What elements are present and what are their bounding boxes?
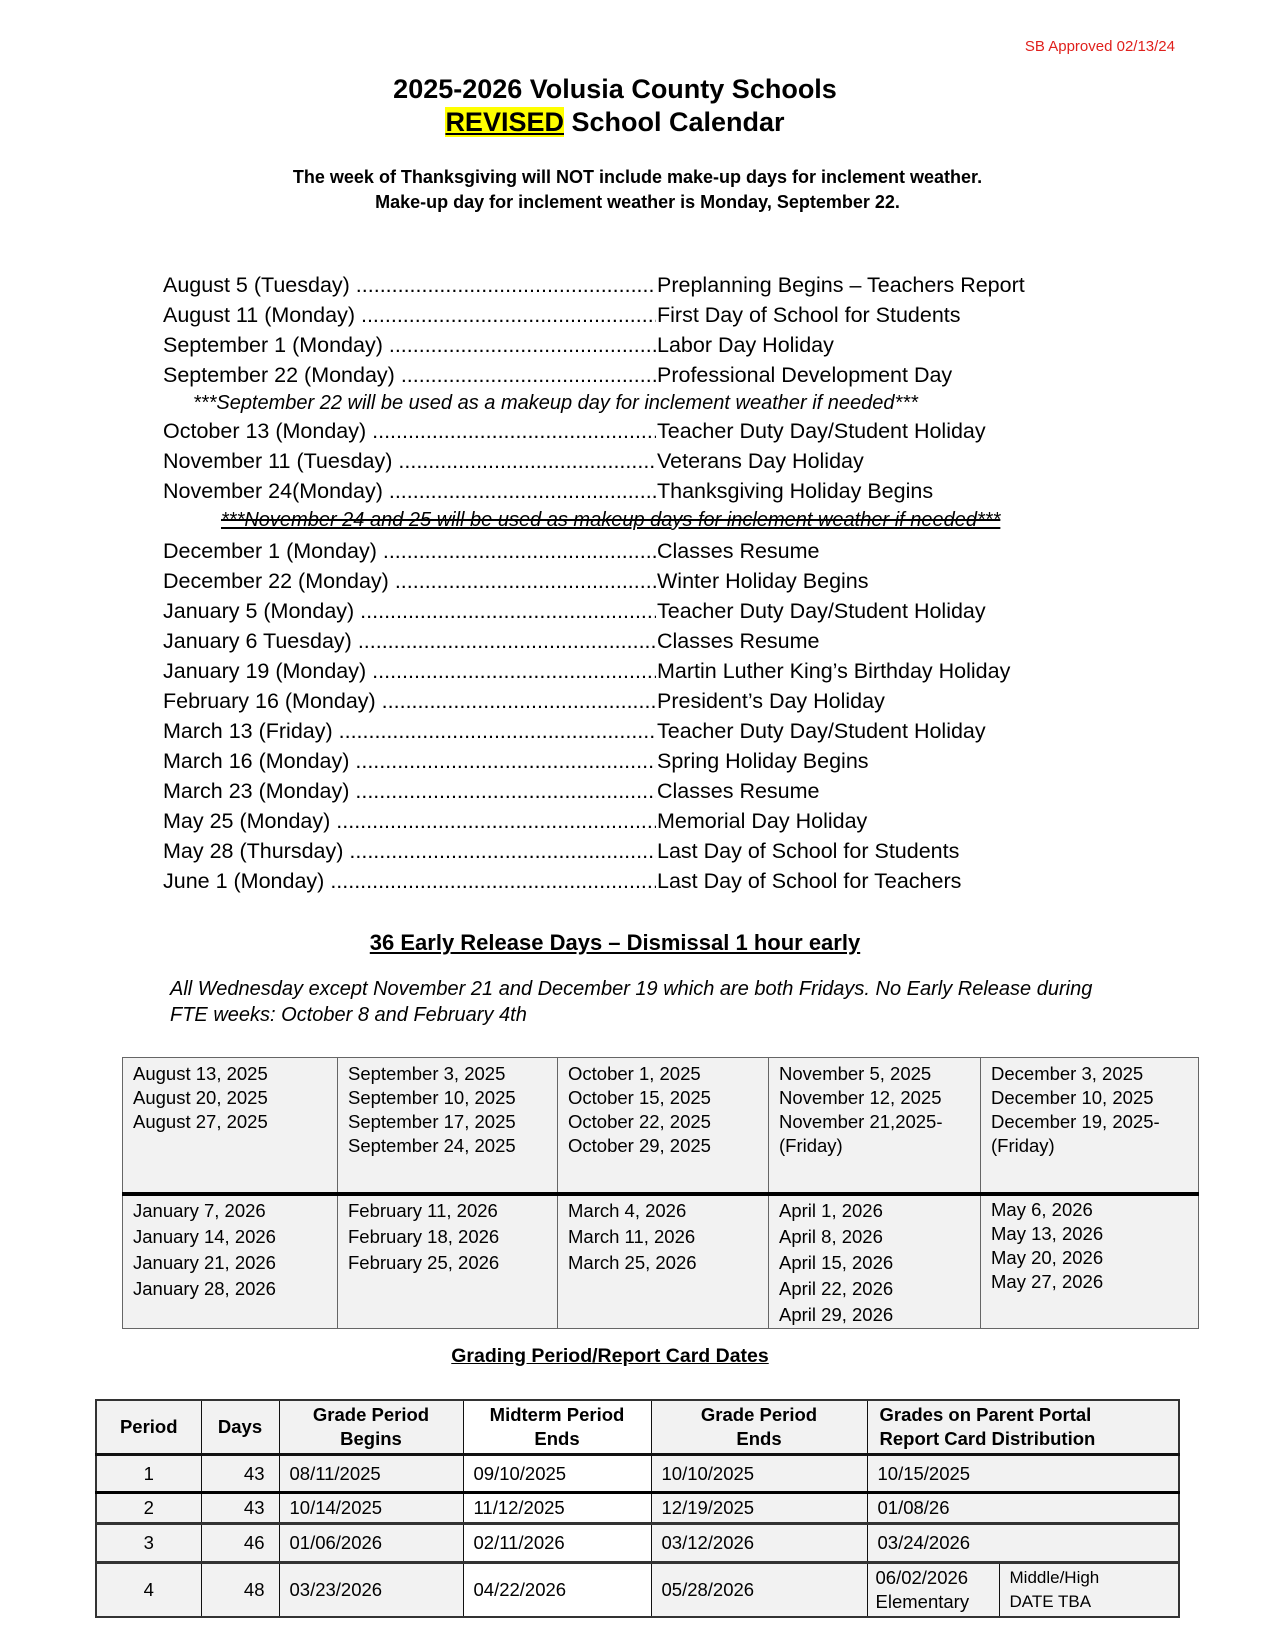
- cell-ends: 12/19/2025: [651, 1493, 867, 1524]
- event-date: December 1 (Monday): [163, 539, 377, 563]
- event-date: January 19 (Monday): [163, 659, 367, 683]
- header-parent-portal: Grades on Parent Portal Report Card Distribution: [867, 1400, 1179, 1455]
- grading-row: [96, 1455, 1179, 1493]
- header-period: Period: [96, 1400, 201, 1455]
- event-description: Veterans Day Holiday: [656, 446, 864, 476]
- cell-period: 2: [96, 1493, 201, 1524]
- portal-middle-high: Middle/High DATE TBA: [1009, 1568, 1100, 1611]
- cell-period: 3: [96, 1524, 201, 1563]
- event-date: October 13 (Monday): [163, 419, 367, 443]
- early-release-heading: 36 Early Release Days – Dismissal 1 hour early: [369, 930, 861, 955]
- early-release-cell-august: August 13, 2025 August 20, 2025 August 27, 2025: [123, 1058, 338, 1195]
- revised-highlight: REVISED: [445, 107, 564, 137]
- early-release-description: All Wednesday except November 21 and December 19 which are both Fridays. No Early Release during FTE weeks: October 8 and February 4th: [170, 978, 1093, 1026]
- cell-portal-split: [867, 1563, 1179, 1618]
- approval-stamp: SB Approved 02/13/24: [1024, 38, 1175, 55]
- cell-ends: 05/28/2026: [651, 1563, 867, 1618]
- event-row: [163, 360, 1123, 390]
- event-date: March 16 (Monday): [163, 749, 350, 773]
- event-description: Preplanning Begins – Teachers Report: [656, 270, 1025, 300]
- early-release-cell-october: October 1, 2025 October 15, 2025 October 22, 2025 October 29, 2025: [558, 1058, 769, 1195]
- cell-begins: 08/11/2025: [279, 1455, 463, 1493]
- cell-portal: 10/15/2025: [867, 1455, 1179, 1493]
- event-description: Teacher Duty Day/Student Holiday: [656, 596, 986, 626]
- early-release-row-fall: [123, 1058, 1199, 1195]
- event-description: Winter Holiday Begins: [656, 566, 869, 596]
- event-date: March 13 (Friday): [163, 719, 333, 743]
- early-release-cell-may: May 6, 2026 May 13, 2026 May 20, 2026 May 27, 2026: [981, 1194, 1199, 1329]
- early-release-cell-january: January 7, 2026 January 14, 2026 January 21, 2026 January 28, 2026: [123, 1194, 338, 1329]
- cell-midterm: 02/11/2026: [463, 1524, 651, 1563]
- event-description: Teacher Duty Day/Student Holiday: [656, 416, 986, 446]
- cell-period: 4: [96, 1563, 201, 1618]
- header-days: Days: [201, 1400, 279, 1455]
- grading-row: [96, 1563, 1179, 1618]
- event-date: November 24(Monday): [163, 479, 383, 503]
- event-row: [163, 300, 1123, 330]
- portal-elementary: 06/02/2026 Elementary: [868, 1564, 1000, 1616]
- event-row: [163, 446, 1123, 476]
- event-date: February 16 (Monday): [163, 689, 376, 713]
- cell-portal: 01/08/26: [867, 1493, 1179, 1524]
- early-release-cell-february: February 11, 2026 February 18, 2026 February 25, 2026: [338, 1194, 558, 1329]
- sep22-makeup-note: ***September 22 will be used as a makeup day for inclement weather if needed***: [193, 392, 918, 414]
- grading-row: [96, 1524, 1179, 1563]
- early-release-cell-september: September 3, 2025 September 10, 2025 September 17, 2025 September 24, 2025: [338, 1058, 558, 1195]
- event-description: Classes Resume: [656, 536, 820, 566]
- event-date: March 23 (Monday): [163, 779, 350, 803]
- event-row: [163, 596, 1123, 626]
- cell-days: 46: [201, 1524, 279, 1563]
- event-description: Last Day of School for Students: [656, 836, 959, 866]
- cell-begins: 01/06/2026: [279, 1524, 463, 1563]
- event-description: Professional Development Day: [656, 360, 952, 390]
- grading-row: [96, 1493, 1179, 1524]
- cell-days: 43: [201, 1455, 279, 1493]
- grading-header-row: [96, 1400, 1179, 1455]
- event-date: September 1 (Monday): [163, 333, 383, 357]
- event-description: Teacher Duty Day/Student Holiday: [656, 716, 986, 746]
- cell-begins: 10/14/2025: [279, 1493, 463, 1524]
- event-row: [163, 776, 1123, 806]
- early-release-cell-march: March 4, 2026 March 11, 2026 March 25, 2026: [558, 1194, 769, 1329]
- cell-begins: 03/23/2026: [279, 1563, 463, 1618]
- subtitle-text: School Calendar: [563, 107, 785, 137]
- cell-ends: 03/12/2026: [651, 1524, 867, 1563]
- event-description: President’s Day Holiday: [656, 686, 885, 716]
- event-row: [163, 536, 1123, 566]
- nov24-makeup-note-struck: ***November 24 and 25 will be used as makeup days for inclement weather if needed***: [221, 509, 1001, 531]
- event-date: January 6 Tuesday): [163, 629, 352, 653]
- grading-period-table: [95, 1399, 1180, 1618]
- event-description: First Day of School for Students: [656, 300, 961, 330]
- event-row: [163, 566, 1123, 596]
- event-description: Last Day of School for Teachers: [656, 866, 961, 896]
- event-description: Martin Luther King’s Birthday Holiday: [656, 656, 1010, 686]
- cell-midterm: 11/12/2025: [463, 1493, 651, 1524]
- header-midterm-period-ends: Midterm Period Ends: [463, 1400, 651, 1455]
- event-row: [163, 330, 1123, 360]
- cell-ends: 10/10/2025: [651, 1455, 867, 1493]
- cell-days: 48: [201, 1563, 279, 1618]
- event-date: December 22 (Monday): [163, 569, 389, 593]
- event-description: Classes Resume: [656, 626, 820, 656]
- event-description: Classes Resume: [656, 776, 820, 806]
- event-date: June 1 (Monday): [163, 869, 325, 893]
- event-date: November 11 (Tuesday): [163, 449, 393, 473]
- event-row: [163, 716, 1123, 746]
- event-date: August 11 (Monday): [163, 303, 356, 327]
- event-description: Memorial Day Holiday: [656, 806, 867, 836]
- event-date: May 28 (Thursday): [163, 839, 344, 863]
- event-row: [163, 656, 1123, 686]
- event-date: May 25 (Monday): [163, 809, 331, 833]
- cell-midterm: 04/22/2026: [463, 1563, 651, 1618]
- early-release-cell-november: November 5, 2025 November 12, 2025 November 21,2025- (Friday): [769, 1058, 981, 1195]
- makeup-day-notice: Make-up day for inclement weather is Monday, September 22.: [375, 192, 900, 212]
- event-description: Thanksgiving Holiday Begins: [656, 476, 933, 506]
- page-title: 2025-2026 Volusia County Schools: [393, 74, 837, 104]
- event-date: January 5 (Monday): [163, 599, 355, 623]
- event-row: [163, 836, 1123, 866]
- cell-period: 1: [96, 1455, 201, 1493]
- event-row: [163, 686, 1123, 716]
- event-row: [163, 806, 1123, 836]
- event-description: Spring Holiday Begins: [656, 746, 869, 776]
- event-row: [163, 626, 1123, 656]
- page-subtitle: [0, 107, 1230, 138]
- event-date: August 5 (Tuesday): [163, 273, 350, 297]
- cell-days: 43: [201, 1493, 279, 1524]
- early-release-row-spring: [123, 1194, 1199, 1329]
- event-row: [163, 866, 1123, 896]
- early-release-table: [122, 1057, 1199, 1329]
- event-date: September 22 (Monday): [163, 363, 395, 387]
- early-release-cell-april: April 1, 2026 April 8, 2026 April 15, 2026 April 22, 2026 April 29, 2026: [769, 1194, 981, 1329]
- header-grade-period-ends: Grade Period Ends: [651, 1400, 867, 1455]
- event-description: Labor Day Holiday: [656, 330, 834, 360]
- event-row: [163, 416, 1123, 446]
- cell-portal: 03/24/2026: [867, 1524, 1179, 1563]
- thanksgiving-notice: The week of Thanksgiving will NOT include make-up days for inclement weather.: [292, 167, 983, 187]
- cell-midterm: 09/10/2025: [463, 1455, 651, 1493]
- early-release-cell-december: December 3, 2025 December 10, 2025 December 19, 2025- (Friday): [981, 1058, 1199, 1195]
- event-row: [163, 270, 1123, 300]
- event-row: [163, 476, 1123, 506]
- event-row: [163, 746, 1123, 776]
- header-grade-period-begins: Grade Period Begins: [279, 1400, 463, 1455]
- grading-period-heading: Grading Period/Report Card Dates: [451, 1345, 769, 1367]
